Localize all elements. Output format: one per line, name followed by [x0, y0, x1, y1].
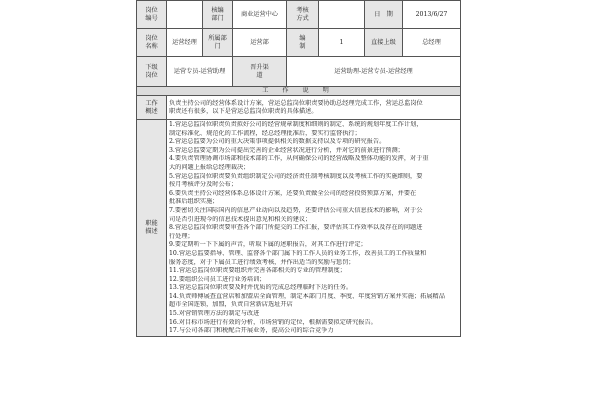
row-position-info [137, 1, 461, 29]
duty-line: 批准后组织实施； [169, 198, 219, 206]
supervisor-label: 直接上级 [365, 29, 403, 57]
duty-line: 15.对营销管理方法的制定与改进 [169, 310, 260, 318]
headcount-value: 1 [319, 29, 365, 57]
duty-line: 10.营运总监要指导、管理、监督各个部门属下的工作人员的业务工作，改善员工的工作质量和 [169, 249, 427, 257]
dept-label: 所属部 门 [203, 29, 233, 57]
supervisor-value: 总经理 [403, 29, 461, 57]
section-header-row [137, 87, 461, 96]
duty-line: 17.与公司各部门和税配合开展业务，提高公司的综合竞争力 [169, 327, 334, 335]
duty-line: 2.营运总监要为公司的重大决策事项提供相关的数据支持以及专项的研究报告。 [169, 138, 386, 146]
duty-line: 12.要组织公司员工进行业务培训； [169, 275, 266, 283]
duty-line: 3.营运总监要定期为公司提出完善的企业经营状况进行分析，并对它的前景进行预测； [169, 146, 404, 154]
duties-label: 职能 描述 [137, 120, 167, 337]
duties-list [167, 120, 461, 337]
overview-text [167, 96, 461, 120]
date-label: 日 期 [365, 1, 403, 29]
duty-line: 14.负责师傅展查直营店和加盟店全面管理，制定本部门月度、季度、年度营销方案并实施；拓展精品 [169, 292, 445, 300]
overview-line: 负责主持公司的经营体系设计方案，营运总监岗位职责要协助总经理完成工作，营运总监岗位 [169, 99, 423, 107]
duty-line: 司是否引进现今的信息技术提出意见和相关的建议； [169, 215, 312, 223]
overview-label: 工作 概述 [137, 96, 167, 120]
duty-line: 服务态度，对于下属员工进行绩效考核，并作出适当的奖励与惩罚； [169, 258, 355, 266]
dept-code-value: 商业运营中心 [233, 1, 287, 29]
job-name-value: 运营经理 [167, 29, 203, 57]
section-title: 工 作 说 明 [137, 87, 461, 96]
duty-line: 13.营运总监岗位职责要及时并优质的完成总经理临时下达的任务。 [169, 284, 353, 292]
duty-line: 1.营运总监岗位职责负责拟好公司的经营规章制度和细则的制定、系统的规划年度工作计划， [169, 121, 423, 128]
subordinate-value: 运营专员-运营助理 [167, 57, 233, 87]
position-number-value [167, 1, 203, 29]
duty-line: 7.要密切关注国际国内的信息产业动向以及趋势，还要评估公司重大信息技术的影响，对于公 [169, 206, 423, 214]
promotion-label: 晋升渠 道 [233, 57, 287, 87]
duty-line: 16.对目标市场进行有效的分析，市场营销的定位，根据需要拟定研究报告。 [169, 318, 377, 326]
overview-line: 职责还有很多，以下是营运总监岗位职责的具体描述。 [169, 107, 318, 115]
row-overview [137, 96, 461, 120]
review-method-value [319, 1, 365, 29]
duty-line: 8.营运总监岗位职责要审查各个部门所提交的工作汇报，要评估其工作效率以及存在的问题进 [169, 224, 423, 232]
duty-line: 5.营运总监岗位职责要负责组织制定公司的经济责任制考核制度以及考核工作的实施细则，要 [169, 172, 423, 180]
duty-line: 行处理； [169, 232, 194, 240]
date-value: 2013/6/27 [403, 1, 461, 29]
duty-line: 11.营运总监岗位职责要组织并完善各部相关的专业的管理制度； [169, 267, 346, 275]
row-job-info [137, 29, 461, 57]
duty-line: 大的问题上报给总经理裁决； [169, 163, 250, 171]
job-description-form [136, 0, 460, 400]
duty-line: 按月考核评分及时公布； [169, 181, 238, 189]
duty-line: 4.要负责管理协调市场部和技术部的工作，从何确保公司的经营战略及整体功能的发挥，对于重 [169, 155, 429, 163]
headcount-label: 编 制 [287, 29, 319, 57]
dept-value: 运营部 [233, 29, 287, 57]
duty-line: 6.要负责主持公司经营体系总体设计方案，还要负责做全公司的经营投资预算方案，并要在 [169, 189, 417, 197]
row-duties [137, 120, 461, 337]
row-career-info [137, 57, 461, 87]
subordinate-label: 下级 岗位 [137, 57, 167, 87]
promotion-value: 运营助理-运营专员-运营经理 [287, 57, 461, 87]
duty-line: 制定标准化、规范化的工作流程，经总经理批准后，要实行监督执行； [169, 129, 361, 137]
position-number-label: 岗位 编号 [137, 1, 167, 29]
form-table [136, 0, 461, 337]
review-method-label: 考核 方式 [287, 1, 319, 29]
dept-code-label: 核编 部门 [203, 1, 233, 29]
duty-line: 超市全国连锁，加盟，负责自营新店选址开店 [169, 301, 293, 309]
duty-line: 9.要定期听一下下属的声音，听取下属的述职报告，对其工作进行评定； [169, 241, 367, 249]
job-name-label: 岗位 名称 [137, 29, 167, 57]
